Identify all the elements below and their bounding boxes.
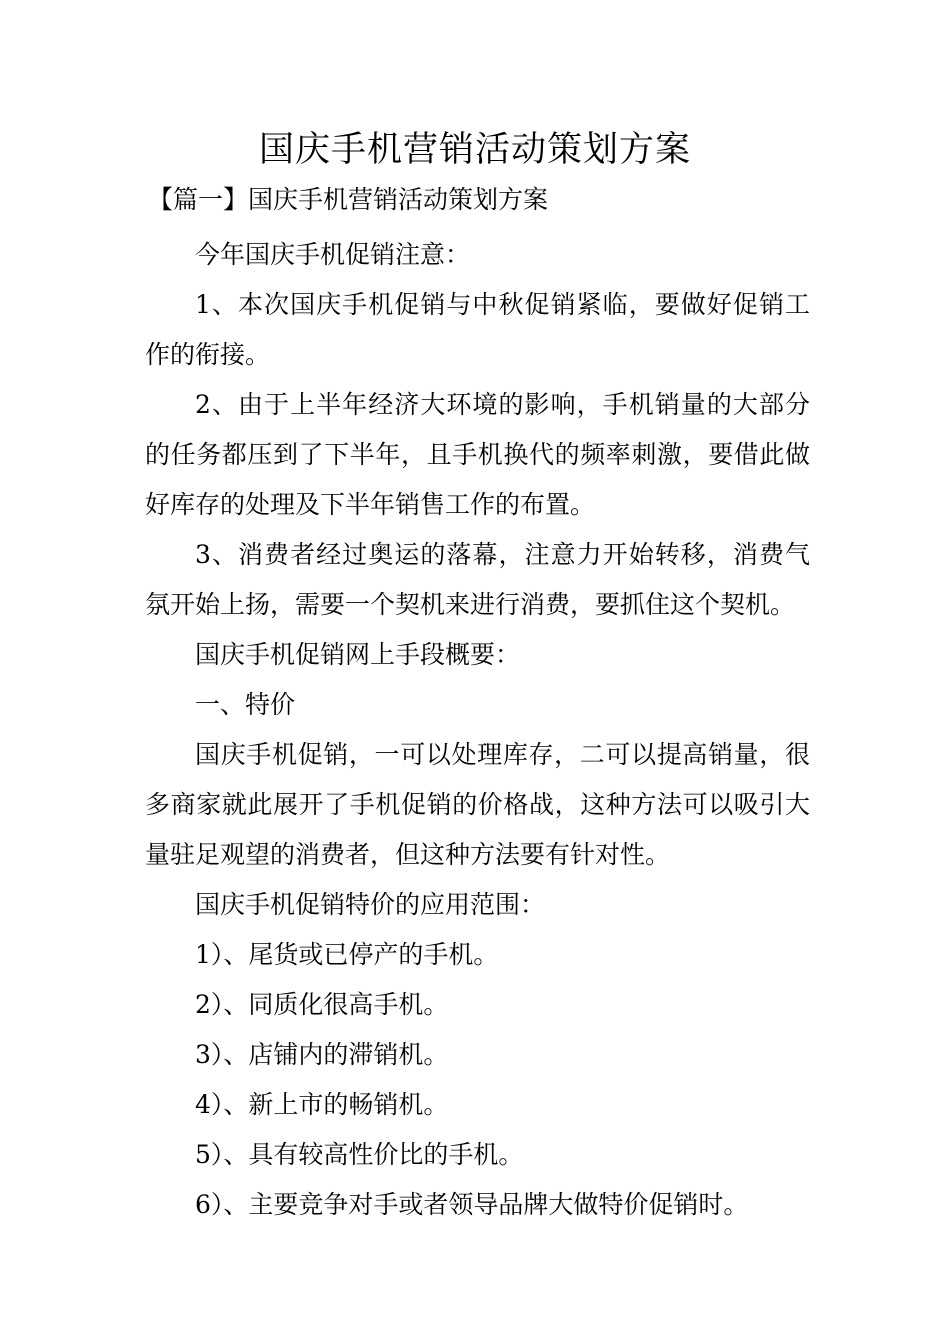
list-item: 4）、新上市的畅销机。: [195, 1090, 449, 1119]
list-item: 3）、店铺内的滞销机。: [195, 1040, 449, 1069]
paragraph: 今年国庆手机促销注意：: [195, 240, 471, 269]
paragraph: 国庆手机促销网上手段概要：: [195, 640, 521, 669]
paragraph: 国庆手机促销，一可以处理库存，二可以提高销量，很多商家就此展开了手机促销的价格战，这种方法可以吸引大量驻足观望的消费者，但这种方法要有针对性。: [145, 740, 810, 869]
list-item: 2）、同质化很高手机。: [195, 990, 449, 1019]
section-heading: 【篇一】国庆手机营销活动策划方案: [148, 185, 549, 214]
paragraph: 1、本次国庆手机促销与中秋促销紧临，要做好促销工作的衔接。: [145, 290, 810, 369]
paragraph: 2、由于上半年经济大环境的影响，手机销量的大部分的任务都压到了下半年，且手机换代的频率刺激，要借此做好库存的处理及下半年销售工作的布置。: [145, 390, 810, 519]
document-title: 国庆手机营销活动策划方案: [258, 130, 691, 170]
paragraph: 3、消费者经过奥运的落幕，注意力开始转移，消费气氛开始上扬，需要一个契机来进行消费，要抓住这个契机。: [145, 540, 810, 619]
list-item: 6）、主要竞争对手或者领导品牌大做特价促销时。: [195, 1190, 749, 1219]
document-body: [145, 230, 810, 1230]
list-item: 5）、具有较高性价比的手机。: [195, 1140, 524, 1169]
paragraph: 国庆手机促销特价的应用范围：: [195, 890, 546, 919]
paragraph: 一、特价: [195, 690, 296, 719]
list-item: 1）、尾货或已停产的手机。: [195, 940, 499, 969]
